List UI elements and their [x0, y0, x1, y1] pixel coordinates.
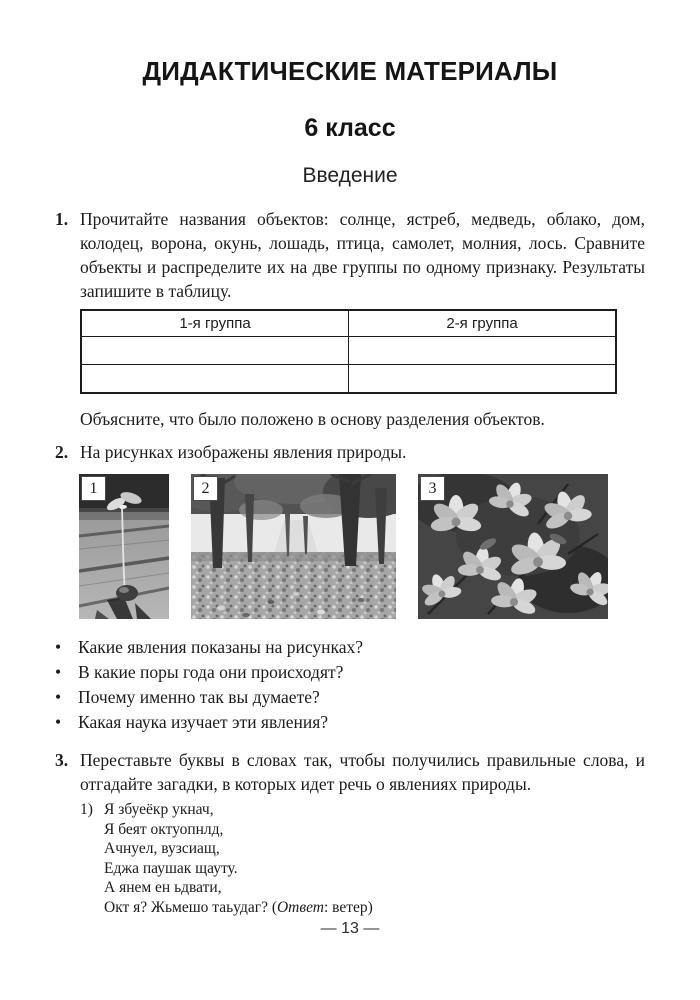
- figure-2-autumn-alley: [191, 474, 396, 619]
- table-cell-empty: [349, 365, 617, 394]
- exercise-1-text: Прочитайте названия объектов: солнце, ястреб, медведь, облако, дом, колодец, ворона, окунь, лошадь, птица, самолет, молния, лось. Сравните объекты и распределите их на две группы по одному признаку. Результаты запишите в таблицу.: [80, 209, 645, 301]
- table-header-group-2: 2-я группа: [349, 310, 617, 337]
- riddle-last-line-prefix: Окт я? Жьмешо таьудаг? (: [104, 898, 277, 916]
- table-cell-empty: [349, 337, 617, 365]
- exercise-2-number: 2.: [55, 442, 69, 462]
- riddle-block: [80, 800, 645, 917]
- question-item: [55, 660, 645, 685]
- table-row: [81, 365, 616, 394]
- riddle-answer-text: : ветер): [323, 898, 373, 916]
- question-item: [55, 685, 645, 710]
- riddle-answer-label: Ответ: [276, 898, 324, 916]
- question-text: Какая наука изучает эти явления?: [78, 712, 329, 732]
- figure-3-magnolia: [418, 474, 608, 619]
- riddle-number: 1): [80, 801, 93, 818]
- figures-row: [79, 474, 645, 619]
- riddle-line: Я беят октуопнлд,: [104, 820, 224, 838]
- exercise-2: [55, 440, 645, 464]
- riddle-last-line: [104, 898, 373, 918]
- figure-2-number-badge: 2: [193, 476, 218, 501]
- page-content: [55, 207, 645, 917]
- bullet-icon: •: [55, 687, 62, 707]
- figure-3-number-badge: 3: [420, 476, 445, 501]
- riddle-line: Ачнуел, вузсиащ,: [104, 840, 220, 857]
- exercise-2-text: На рисунках изображены явления природы.: [80, 442, 407, 462]
- exercise-1: [55, 207, 645, 303]
- table-cell-empty: [81, 337, 349, 365]
- questions-list: [55, 635, 645, 735]
- figure-1-seedling: [79, 474, 169, 619]
- page-number: — 13 —: [320, 920, 380, 937]
- question-item: [55, 710, 645, 735]
- question-text: В какие поры года они происходят?: [78, 662, 344, 682]
- page-title: ДИДАКТИЧЕСКИЕ МАТЕРИАЛЫ: [142, 56, 558, 86]
- autumn-alley-photo: [191, 474, 396, 619]
- question-text: Какие явления показаны на рисунках?: [78, 637, 364, 657]
- grade-subtitle: 6 класс: [304, 114, 396, 142]
- exercise-1-followup: Объясните, что было положено в основу разделения объектов.: [80, 409, 545, 429]
- bullet-icon: •: [55, 712, 62, 732]
- exercise-3-text: Переставьте буквы в словах так, чтобы получились правильные слова, и отгадайте загадки, в которых идет речь о явлениях природы.: [80, 750, 645, 794]
- groups-table: [80, 309, 617, 394]
- bullet-icon: •: [55, 662, 62, 682]
- riddle-line: А янем ен ьдвати,: [104, 879, 222, 896]
- table-header-row: [81, 310, 616, 337]
- question-text: Почему именно так вы думаете?: [78, 687, 320, 707]
- question-item: [55, 635, 645, 660]
- bullet-icon: •: [55, 637, 62, 657]
- exercise-3-number: 3.: [55, 750, 69, 770]
- table-row: [81, 337, 616, 365]
- exercise-3: [55, 748, 645, 796]
- magnolia-photo: [418, 474, 608, 619]
- riddle-lines: [104, 800, 373, 917]
- section-heading: Введение: [302, 164, 398, 187]
- table-cell-empty: [81, 365, 349, 394]
- figure-1-number-badge: 1: [81, 476, 106, 501]
- riddle-line: Еджа паушак щауту.: [104, 859, 238, 877]
- table-header-group-1: 1-я группа: [81, 310, 349, 337]
- riddle-line: Я збуеёкр укнач,: [104, 801, 214, 818]
- exercise-1-number: 1.: [55, 209, 69, 229]
